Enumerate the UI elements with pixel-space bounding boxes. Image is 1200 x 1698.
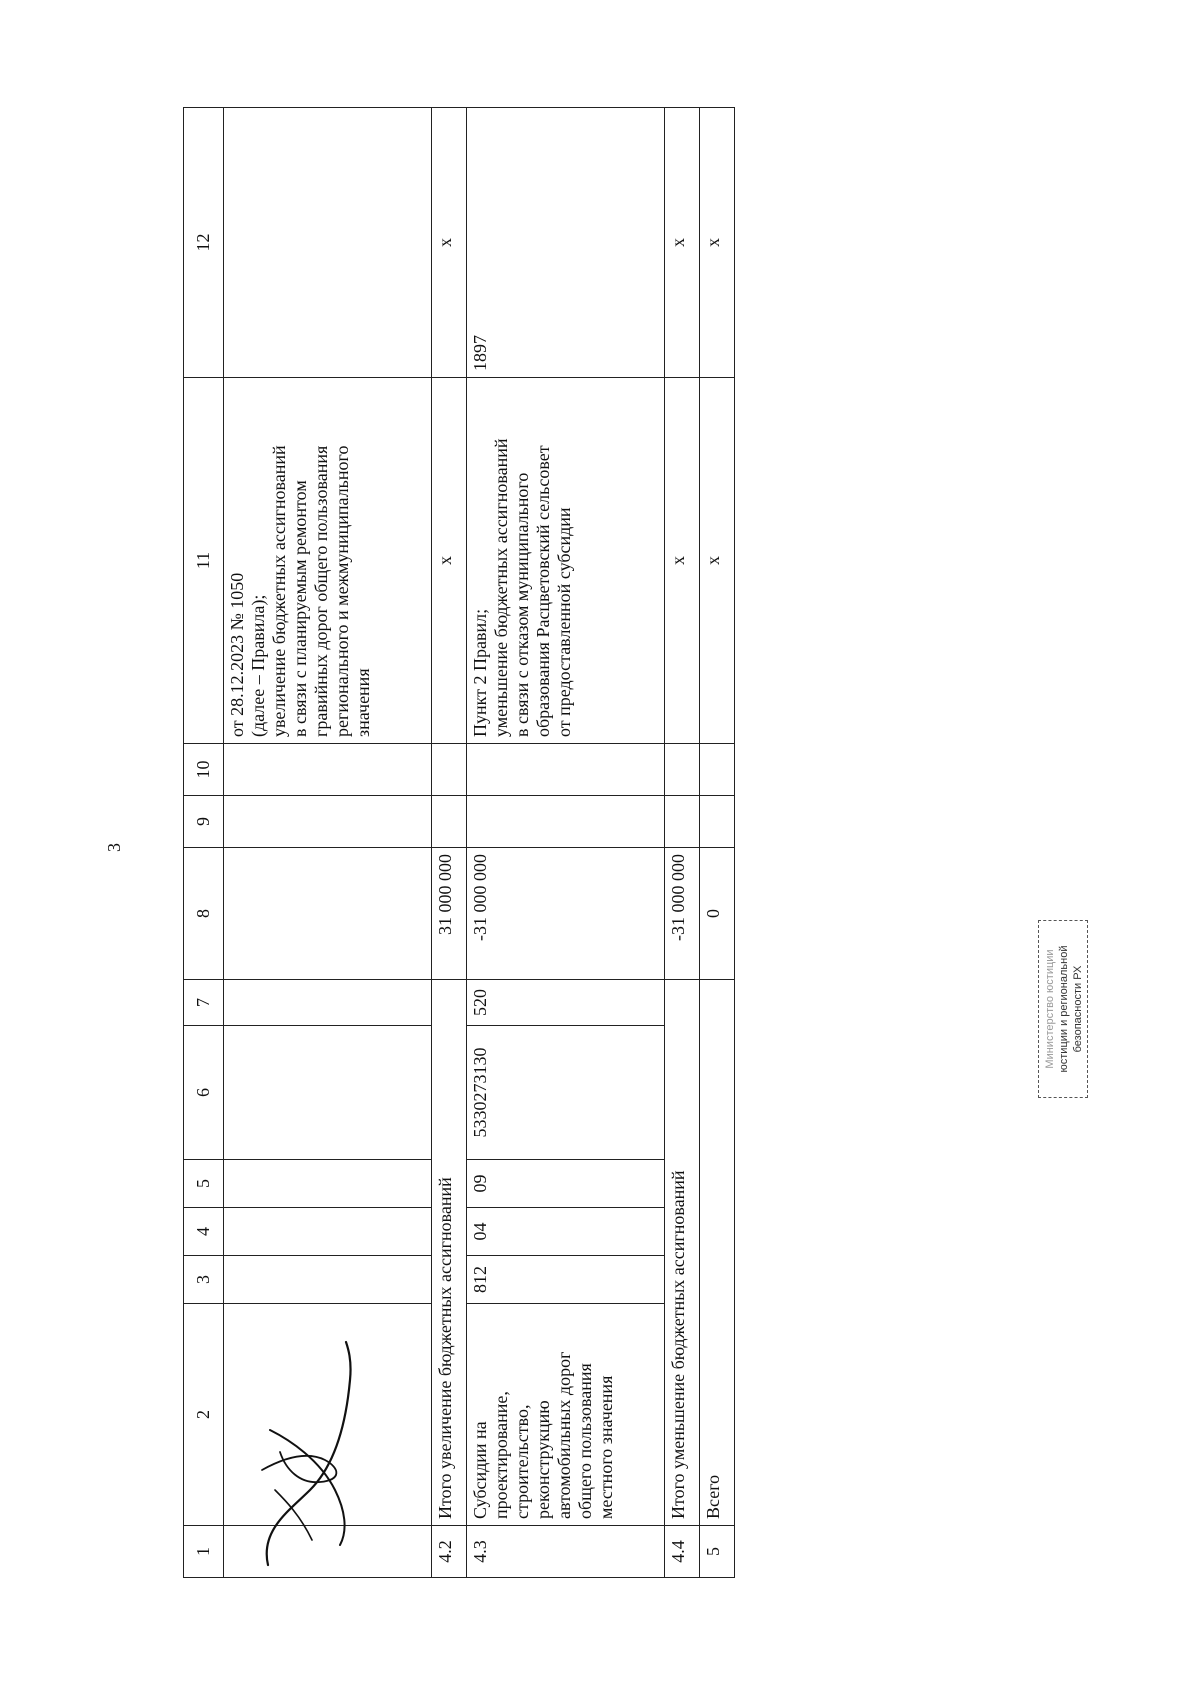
- text-line: проектирование,: [490, 1391, 511, 1519]
- header-cell: 11: [184, 378, 224, 744]
- row-number: 4.3: [466, 1526, 665, 1578]
- table-row-5: [700, 108, 735, 1578]
- table-row-4-3: [466, 108, 665, 1578]
- amount-cell: 0: [700, 848, 735, 980]
- x-cell: x: [700, 108, 735, 378]
- text-line: местного значения: [595, 1375, 616, 1519]
- text-line: в связи с планируемым ремонтом: [290, 480, 311, 737]
- subsidy-name-cell: [466, 1304, 665, 1526]
- stamp-line: Министерство юстиции: [1044, 949, 1056, 1069]
- x-cell: x: [431, 108, 466, 378]
- rationale-cell: [466, 378, 665, 744]
- row-number: 4.4: [665, 1526, 700, 1578]
- text-line: строительство,: [511, 1404, 532, 1519]
- header-cell: 7: [184, 980, 224, 1026]
- text-line: от 28.12.2023 № 1050: [227, 572, 248, 737]
- text-line: Пункт 2 Правил;: [469, 608, 490, 737]
- header-cell: 8: [184, 848, 224, 980]
- code-cell: 1897: [466, 108, 665, 378]
- code-cell: 5330273130: [466, 1026, 665, 1160]
- row-label: Итого увеличение бюджетных ассигнований: [431, 980, 466, 1526]
- table-row-4-4: [665, 108, 700, 1578]
- page-number: 3: [104, 843, 124, 852]
- text-line: от предоставленной субсидии: [553, 507, 574, 737]
- text-line: (далее – Правила);: [248, 594, 269, 737]
- text-line: в связи с отказом муниципального: [511, 472, 532, 737]
- row-label: Итого уменьшение бюджетных ассигнований: [665, 980, 700, 1526]
- x-cell: x: [700, 378, 735, 744]
- code-cell: 04: [466, 1208, 665, 1256]
- text-line: увеличение бюджетных ассигнований: [269, 445, 290, 737]
- text-line: реконструкцию: [532, 1400, 553, 1519]
- code-cell: 520: [466, 980, 665, 1026]
- text-line: образования Расцветовский сельсовет: [532, 445, 553, 737]
- stamp-line: юстиции и региональной: [1058, 945, 1070, 1073]
- approval-stamp: [1038, 920, 1088, 1098]
- header-cell: 4: [184, 1208, 224, 1256]
- text-line: автомобильных дорог: [553, 1351, 574, 1519]
- row-number: 5: [700, 1526, 735, 1578]
- header-cell: 2: [184, 1304, 224, 1526]
- rationale-cell: [224, 378, 431, 744]
- text-line: гравийных дорог общего пользования: [311, 445, 332, 737]
- text-line: значения: [353, 668, 374, 737]
- header-cell: 9: [184, 796, 224, 848]
- text-line: уменьшение бюджетных ассигнований: [490, 438, 511, 737]
- header-cell: 3: [184, 1256, 224, 1304]
- code-cell: 09: [466, 1160, 665, 1208]
- amount-cell: -31 000 000: [466, 848, 665, 980]
- header-cell: 12: [184, 108, 224, 378]
- x-cell: x: [665, 108, 700, 378]
- amount-cell: -31 000 000: [665, 848, 700, 980]
- x-cell: x: [665, 378, 700, 744]
- text-line: общего пользования: [574, 1363, 595, 1519]
- header-cell: 10: [184, 744, 224, 796]
- signature-mark: [250, 1340, 360, 1570]
- row-number: 4.2: [431, 1526, 466, 1578]
- header-cell: 1: [184, 1526, 224, 1578]
- row-label: Всего: [700, 980, 735, 1526]
- header-cell: 6: [184, 1026, 224, 1160]
- header-cell: 5: [184, 1160, 224, 1208]
- text-line: Субсидии на: [469, 1421, 490, 1519]
- text-line: регионального и межмуниципального: [332, 445, 353, 737]
- stamp-line: безопасности РХ: [1072, 965, 1084, 1053]
- code-cell: 812: [466, 1256, 665, 1304]
- table-row-4-2: [431, 108, 466, 1578]
- header-row: [184, 108, 224, 1578]
- amount-cell: 31 000 000: [431, 848, 466, 980]
- x-cell: x: [431, 378, 466, 744]
